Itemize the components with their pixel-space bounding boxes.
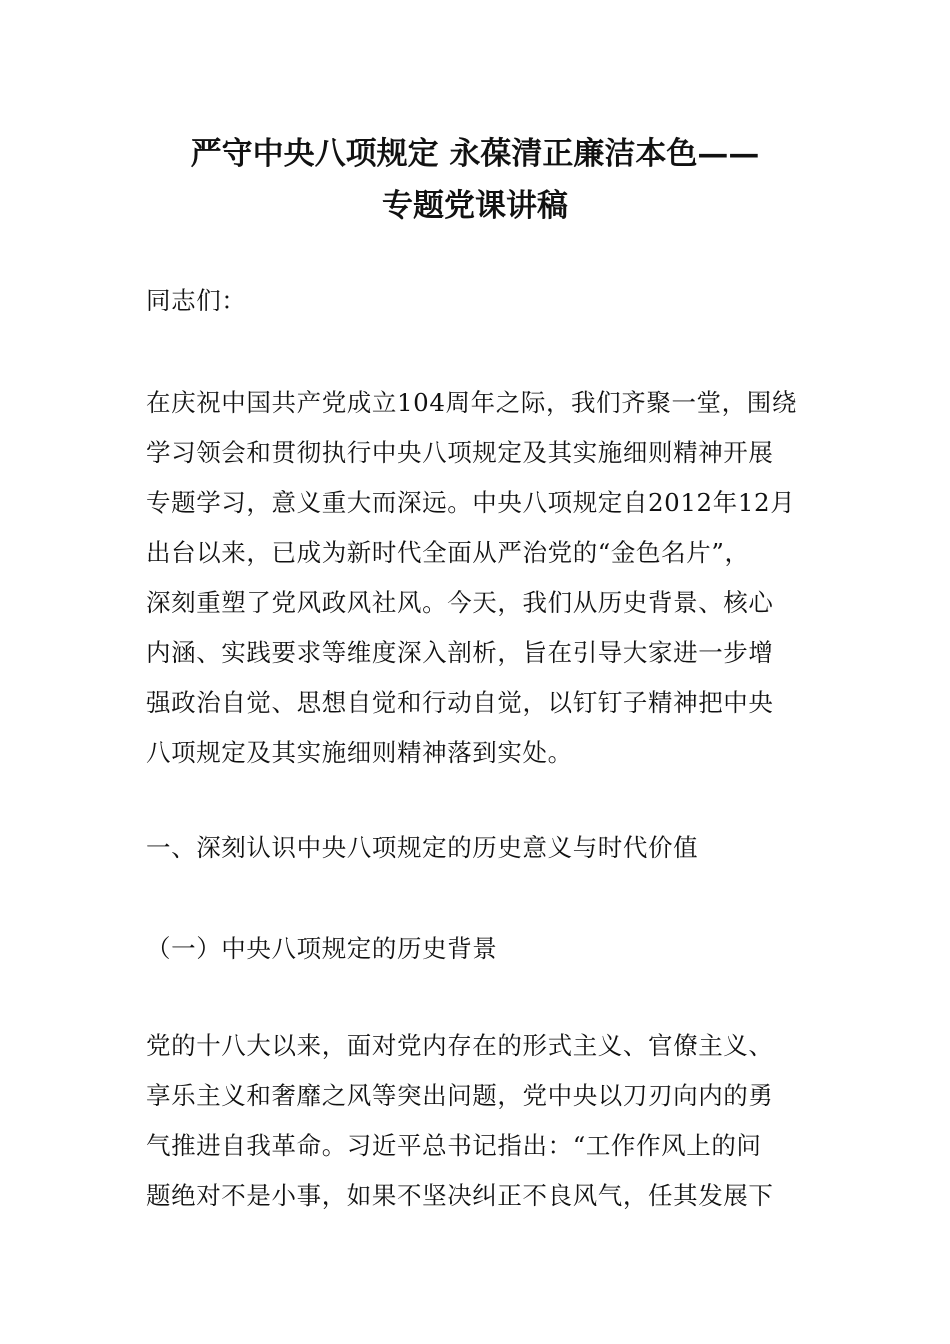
intro-line: 强政治自觉、思想自觉和行动自觉，以钉钉子精神把中央 bbox=[146, 688, 774, 717]
intro-line: 专题学习，意义重大而深远。中央八项规定自2012年12月 bbox=[146, 488, 796, 517]
body-line: 享乐主义和奢靡之风等突出问题，党中央以刀刃向内的勇 bbox=[146, 1081, 774, 1110]
document-title-line-1: 严守中央八项规定 永葆清正廉洁本色—— bbox=[190, 136, 760, 172]
body-line: 气推进自我革命。习近平总书记指出：“工作作风上的问 bbox=[146, 1131, 762, 1160]
document-title-line-2: 专题党课讲稿 bbox=[382, 188, 568, 224]
section-heading: 一、深刻认识中央八项规定的历史意义与时代价值 bbox=[146, 833, 699, 862]
intro-line: 在庆祝中国共产党成立104周年之际，我们齐聚一堂，围绕 bbox=[146, 388, 797, 417]
intro-line: 内涵、实践要求等维度深入剖析，旨在引导大家进一步增 bbox=[146, 638, 774, 667]
intro-line: 八项规定及其实施细则精神落到实处。 bbox=[146, 738, 573, 767]
intro-line: 深刻重塑了党风政风社风。今天，我们从历史背景、核心 bbox=[146, 588, 774, 617]
body-line: 题绝对不是小事，如果不坚决纠正不良风气，任其发展下 bbox=[146, 1181, 774, 1210]
intro-line: 学习领会和贯彻执行中央八项规定及其实施细则精神开展 bbox=[146, 438, 774, 467]
intro-line: 出台以来，已成为新时代全面从严治党的“金色名片”， bbox=[146, 538, 750, 567]
salutation: 同志们： bbox=[146, 286, 247, 315]
subsection-heading: （一）中央八项规定的历史背景 bbox=[146, 934, 498, 963]
body-line: 党的十八大以来，面对党内存在的形式主义、官僚主义、 bbox=[146, 1031, 774, 1060]
